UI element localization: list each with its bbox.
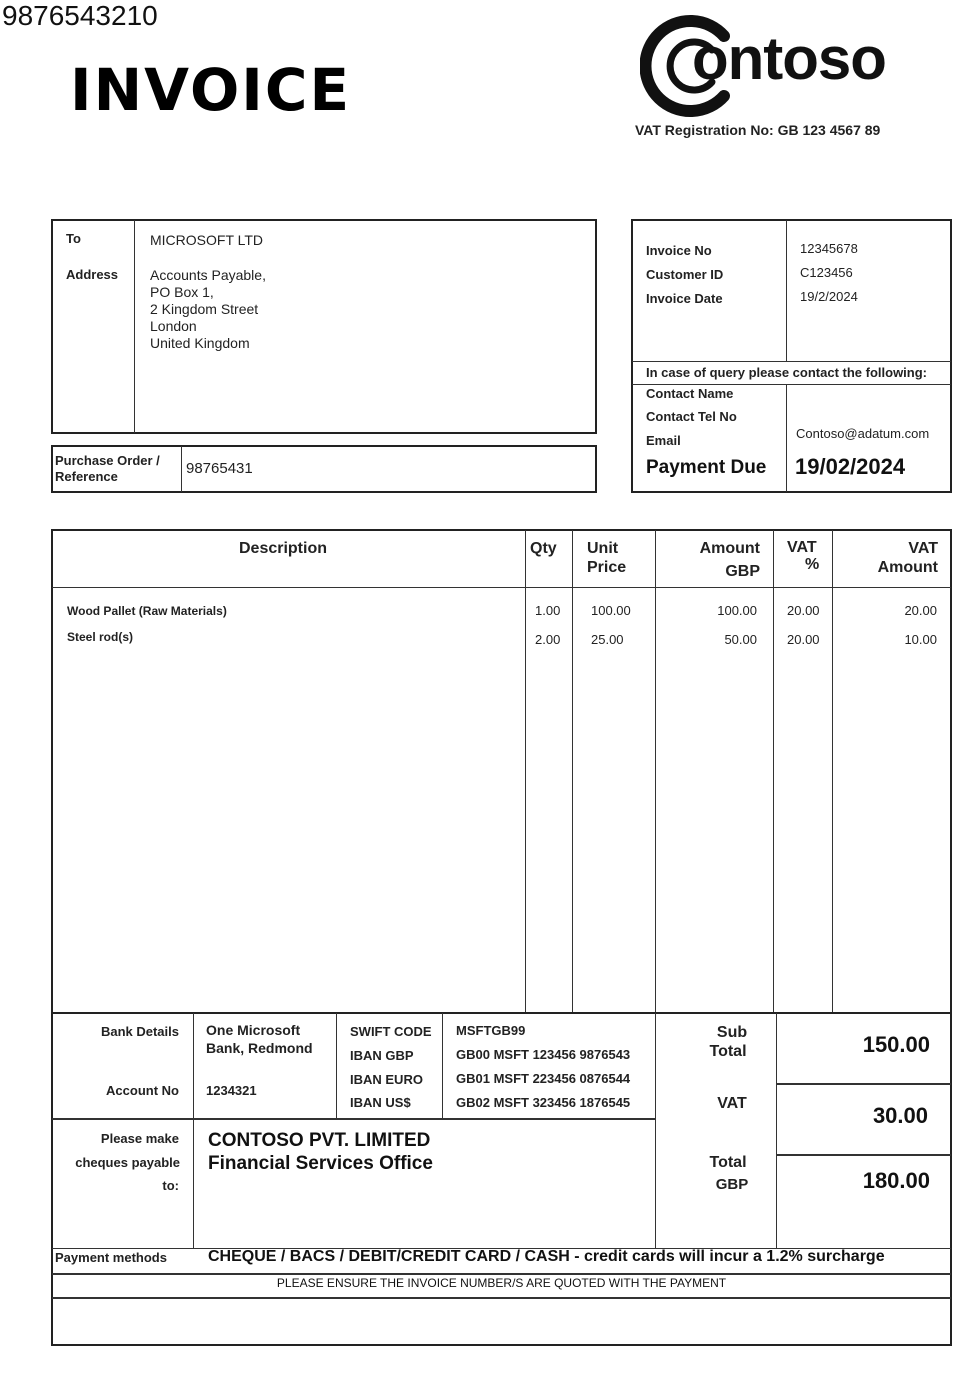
col-header-vat-pct: % [805,556,820,573]
query-text: In case of query please contact the following: [646,365,927,380]
subtotal-label: Total [709,1043,747,1060]
payee-office: Financial Services Office [208,1153,433,1174]
swift-value: MSFTGB99 [456,1023,526,1038]
table-cell-amount: 50.00 [724,632,757,647]
logo-text: ontoso [692,25,886,92]
col-header-unit-price: Unit [587,540,619,557]
purchase-order-label: Purchase Order / [55,453,160,468]
iban-gbp-value: GB00 MSFT 123456 9876543 [456,1047,631,1062]
invoice-date-value: 19/2/2024 [800,289,858,304]
table-cell-amount: 100.00 [717,603,757,618]
recipient-company: MICROSOFT LTD [150,232,264,248]
bank-name: Bank, Redmond [206,1040,313,1056]
table-cell-qty: 1.00 [535,603,561,618]
table-cell-description: Wood Pallet (Raw Materials) [67,604,227,618]
vat-total-value: 30.00 [872,1103,928,1128]
invoice-no-label: Invoice No [646,243,712,258]
iban-euro-label: IBAN EURO [350,1072,423,1087]
vat-total-label: VAT [717,1095,747,1112]
address-line: London [150,318,197,334]
invoice-no-value: 12345678 [800,241,858,256]
col-header-amount: Amount [699,540,760,557]
invoice-title: INVOICE [70,56,352,124]
payee-name: CONTOSO PVT. LIMITED [208,1130,431,1151]
payment-notice: PLEASE ENSURE THE INVOICE NUMBER/S ARE QUOTED WITH THE PAYMENT [276,1276,727,1290]
recipient-box [51,219,597,434]
invoice-date-label: Invoice Date [646,291,723,306]
total-value: 180.00 [862,1168,930,1193]
account-no-label: Account No [106,1083,179,1098]
table-cell-unit-price: 25.00 [591,632,624,647]
col-header-description: Description [238,540,327,557]
items-table [51,529,952,1014]
bank-name: One Microsoft [206,1022,301,1038]
col-header-vat-amount: Amount [877,559,938,576]
total-currency-label: GBP [715,1176,749,1193]
customer-id-value: C123456 [800,265,853,280]
bank-details-label: Bank Details [100,1024,179,1039]
table-cell-vat-amount: 20.00 [904,603,937,618]
company-logo [640,14,920,118]
col-header-amount: GBP [725,563,760,580]
iban-euro-value: GB01 MSFT 223456 0876544 [456,1071,631,1086]
payment-methods: CHEQUE / BACS / DEBIT/CREDIT CARD / CASH - credit cards will incur a 1.2% surcharge [208,1248,885,1265]
reference-label: Reference [55,469,118,484]
payment-methods-label: Payment methods [55,1250,167,1265]
email-label: Email [646,433,681,448]
cheques-label: cheques payable [75,1155,180,1170]
swift-label: SWIFT CODE [350,1024,432,1039]
table-cell-qty: 2.00 [535,632,561,647]
vat-registration: VAT Registration No: GB 123 4567 89 [635,122,881,138]
col-header-qty: Qty [530,540,557,557]
table-cell-vat-pct: 20.00 [787,603,820,618]
contact-name-label: Contact Name [646,386,734,401]
cheques-label: to: [162,1178,179,1193]
payment-due-label: Payment Due [646,457,767,478]
total-label: Total [709,1154,747,1171]
table-cell-vat-amount: 10.00 [904,632,937,647]
payment-due-value: 19/02/2024 [795,454,906,479]
cheques-label: Please make [100,1131,179,1146]
email-value: Contoso@adatum.com [796,426,930,441]
address-label: Address [66,267,119,282]
subtotal-value: 150.00 [862,1032,930,1057]
table-cell-description: Steel rod(s) [67,630,134,644]
phone-number: 9876543210 [2,0,158,31]
address-line: United Kingdom [150,335,250,351]
customer-id-label: Customer ID [646,267,724,282]
iban-usd-value: GB02 MSFT 323456 1876545 [456,1095,631,1110]
purchase-order-value: 98765431 [186,460,253,477]
contact-tel-label: Contact Tel No [646,409,737,424]
subtotal-label: Sub [716,1024,748,1041]
address-line: PO Box 1, [150,284,214,300]
address-line: Accounts Payable, [150,267,266,283]
col-header-vat-amount: VAT [908,540,938,557]
address-line: 2 Kingdom Street [150,301,259,317]
to-label: To [66,231,81,246]
col-header-vat-pct: VAT [787,539,817,556]
invoice-info-box [631,219,952,493]
iban-usd-label: IBAN US$ [350,1095,411,1110]
col-header-unit-price: Price [587,559,627,576]
account-no-value: 1234321 [206,1083,257,1098]
table-cell-unit-price: 100.00 [591,603,631,618]
iban-gbp-label: IBAN GBP [350,1048,414,1063]
table-cell-vat-pct: 20.00 [787,632,820,647]
